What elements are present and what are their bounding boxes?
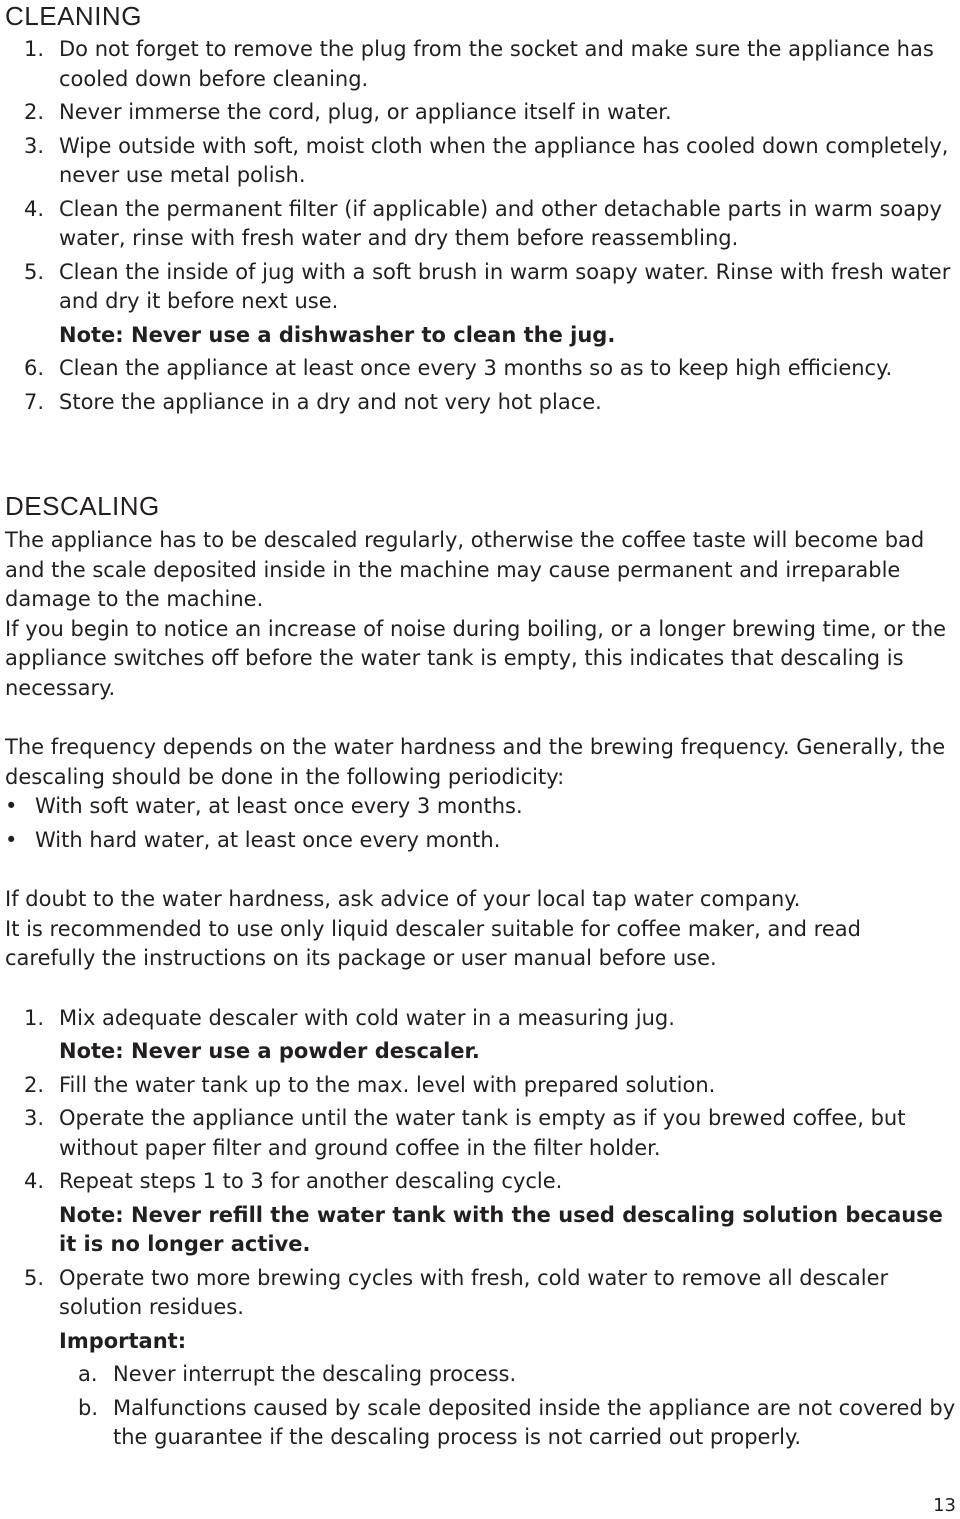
item-text: Repeat steps 1 to 3 for another descaling cycle. <box>59 1169 563 1193</box>
list-item <box>5 1104 957 1163</box>
item-number: 2. <box>24 1072 45 1097</box>
item-text: Store the appliance in a dry and not very hot place. <box>59 389 602 414</box>
item-number: a. <box>78 1362 98 1386</box>
item-note: Note: Never use a dishwasher to clean the jug. <box>59 322 616 347</box>
descaling-steps <box>5 1004 957 1453</box>
bullet-icon: • <box>5 794 18 818</box>
item-text: Never immerse the cord, plug, or appliance itself in water. <box>59 100 672 124</box>
descaling-para-4: If doubt to the water hardness, ask advice of your local tap water company. <box>5 887 801 911</box>
item-number: 2. <box>24 100 45 124</box>
cleaning-list <box>5 35 957 417</box>
list-item <box>5 258 957 351</box>
descaling-para-5: It is recommended to use only liquid descaler suitable for coffee maker, and read carefully the instructions on its package or user manual before use. <box>5 916 861 970</box>
item-text: Clean the permanent filter (if applicable) and other detachable parts in warm soapy water, rinse with fresh water and dry them before reassembling. <box>59 196 942 250</box>
item-number: 6. <box>24 356 45 380</box>
list-item <box>5 35 957 94</box>
page-number: 13 <box>933 1495 956 1516</box>
list-item <box>5 792 957 822</box>
list-item <box>5 354 957 384</box>
item-text: Clean the inside of jug with a soft brush in warm soapy water. Rinse with fresh water and dry it before next use. <box>59 259 951 313</box>
list-item <box>5 195 957 254</box>
item-number: 5. <box>24 259 45 284</box>
descaling-para-2: If you begin to notice an increase of noise during boiling, or a longer brewing time, or the appliance switches off before the water tank is empty, this indicates that descaling is necessary. <box>5 616 947 700</box>
list-item <box>5 388 957 418</box>
item-number: 4. <box>24 1169 45 1193</box>
item-number: 5. <box>24 1265 45 1290</box>
list-item <box>59 1360 957 1390</box>
item-text: Mix adequate descaler with cold water in a measuring jug. <box>59 1005 675 1030</box>
item-number: 1. <box>24 1005 45 1030</box>
item-text: Wipe outside with soft, moist cloth when the appliance has cooled down completely, never use metal polish. <box>59 133 949 187</box>
item-number: 3. <box>24 133 45 158</box>
item-text: Clean the appliance at least once every 3 months so as to keep high efficiency. <box>59 356 893 380</box>
item-number: 1. <box>24 37 45 61</box>
item-number: b. <box>78 1395 99 1420</box>
item-note: Note: Never refill the water tank with the used descaling solution because it is no longer active. <box>59 1202 943 1256</box>
important-list <box>59 1360 957 1453</box>
item-number: 3. <box>24 1106 45 1130</box>
item-text: With soft water, at least once every 3 months. <box>35 794 523 818</box>
document-page <box>5 0 957 1457</box>
item-text: Fill the water tank up to the max. level with prepared solution. <box>59 1072 716 1097</box>
item-text: Do not forget to remove the plug from the socket and make sure the appliance has cooled down before cleaning. <box>59 37 934 91</box>
list-item <box>5 826 957 856</box>
descaling-para-1: The appliance has to be descaled regularly, otherwise the coffee taste will become bad and the scale deposited inside in the machine may cause permanent and irreparable damage to the machine. <box>5 528 925 611</box>
list-item <box>5 1264 957 1453</box>
item-text: Malfunctions caused by scale deposited inside the appliance are not covered by the guarantee if the descaling process is not carried out properly. <box>113 1395 956 1449</box>
item-text: Operate two more brewing cycles with fresh, cold water to remove all descaler solution residues. <box>59 1265 889 1319</box>
item-number: 4. <box>24 196 45 221</box>
item-text: Never interrupt the descaling process. <box>113 1362 517 1386</box>
item-text: With hard water, at least once every month. <box>35 827 501 852</box>
frequency-list <box>5 792 957 855</box>
list-item <box>5 1167 957 1260</box>
cleaning-heading: CLEANING <box>5 1 142 31</box>
list-item <box>5 1071 957 1101</box>
list-item <box>5 1004 957 1067</box>
item-number: 7. <box>24 389 45 414</box>
list-item <box>59 1394 957 1453</box>
bullet-icon: • <box>5 827 18 852</box>
item-note: Note: Never use a powder descaler. <box>59 1039 480 1063</box>
item-text: Operate the appliance until the water tank is empty as if you brewed coffee, but without paper filter and ground coffee in the filter holder. <box>59 1106 906 1160</box>
list-item <box>5 132 957 191</box>
descaling-heading: DESCALING <box>5 491 160 521</box>
list-item <box>5 98 957 128</box>
important-label: Important: <box>59 1328 187 1353</box>
descaling-para-3: The frequency depends on the water hardness and the brewing frequency. Generally, the descaling should be done in the following periodicity: <box>5 735 946 789</box>
